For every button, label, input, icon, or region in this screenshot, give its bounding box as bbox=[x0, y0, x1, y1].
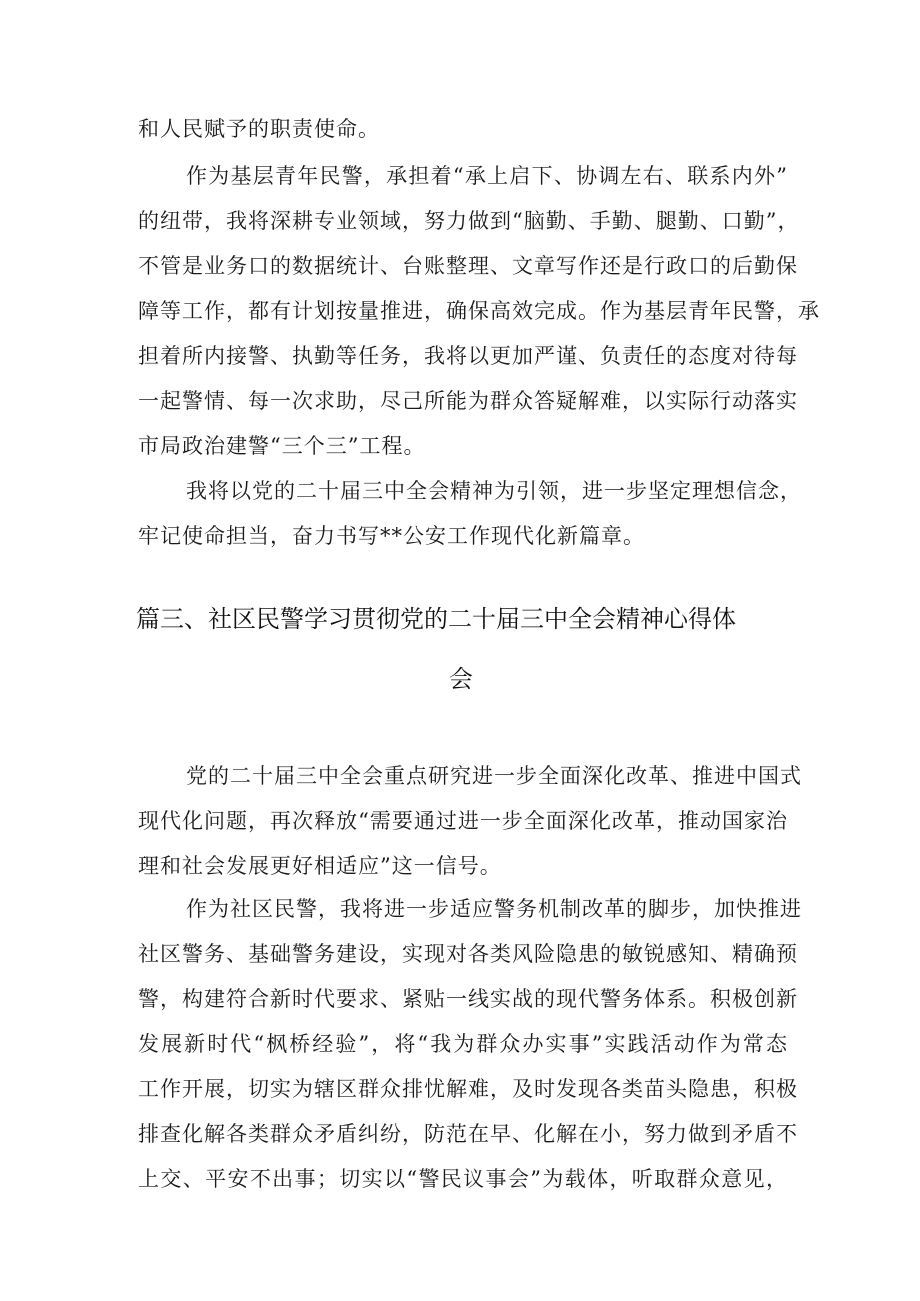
paragraph-line: 排查化解各类群众矛盾纠纷，防范在早、化解在小，努力做到矛盾不 bbox=[138, 1122, 798, 1146]
paragraph-line: 不管是业务口的数据统计、台账整理、文章写作还是行政口的后勤保 bbox=[138, 254, 798, 278]
paragraph-line: 工作开展，切实为辖区群众排忧解难，及时发现各类苗头隐患，积极 bbox=[138, 1077, 798, 1101]
paragraph-line: 担着所内接警、执勤等任务，我将以更加严谨、负责任的态度对待每 bbox=[138, 344, 798, 368]
paragraph-line: 现代化问题，再次释放“需要通过进一步全面深化改革，推动国家治 bbox=[138, 809, 788, 833]
paragraph-line: 障等工作，都有计划按量推进，确保高效完成。作为基层青年民警，承 bbox=[138, 299, 820, 323]
paragraph-line: 一起警情、每一次求助，尽己所能为群众答疑解难，以实际行动落实 bbox=[138, 389, 798, 413]
paragraph-line: 作为基层青年民警，承担着“承上启下、协调左右、联系内外” bbox=[186, 164, 788, 188]
paragraph-line: 理和社会发展更好相适应”这一信号。 bbox=[138, 854, 502, 878]
paragraph-line: 上交、平安不出事；切实以“警民议事会”为载体，听取群众意见， bbox=[138, 1167, 788, 1191]
paragraph-line: 的纽带，我将深耕专业领域，努力做到“脑勤、手勤、腿勤、口勤”， bbox=[138, 209, 800, 233]
paragraph-line: 市局政治建警“三个三”工程。 bbox=[138, 434, 426, 458]
section-heading: 篇三、社区民警学习贯彻党的二十届三中全会精神心得体 bbox=[136, 605, 736, 633]
paragraph-line: 社区警务、基础警务建设，实现对各类风险隐患的敏锐感知、精确预 bbox=[138, 942, 798, 966]
paragraph-line: 和人民赋予的职责使命。 bbox=[138, 117, 380, 141]
section-heading-continuation: 会 bbox=[449, 665, 473, 693]
paragraph-line: 牢记使命担当，奋力书写**公安工作现代化新篇章。 bbox=[138, 524, 645, 548]
paragraph-line: 警，构建符合新时代要求、紧贴一线实战的现代警务体系。积极创新 bbox=[138, 987, 798, 1011]
paragraph-line: 我将以党的二十届三中全会精神为引领，进一步坚定理想信念， bbox=[186, 479, 802, 503]
paragraph-line: 党的二十届三中全会重点研究进一步全面深化改革、推进中国式 bbox=[186, 764, 802, 788]
paragraph-line: 作为社区民警，我将进一步适应警务机制改革的脚步，加快推进 bbox=[186, 897, 802, 921]
paragraph-line: 发展新时代“枫桥经验”，将“我为群众办实事”实践活动作为常态 bbox=[138, 1032, 788, 1056]
